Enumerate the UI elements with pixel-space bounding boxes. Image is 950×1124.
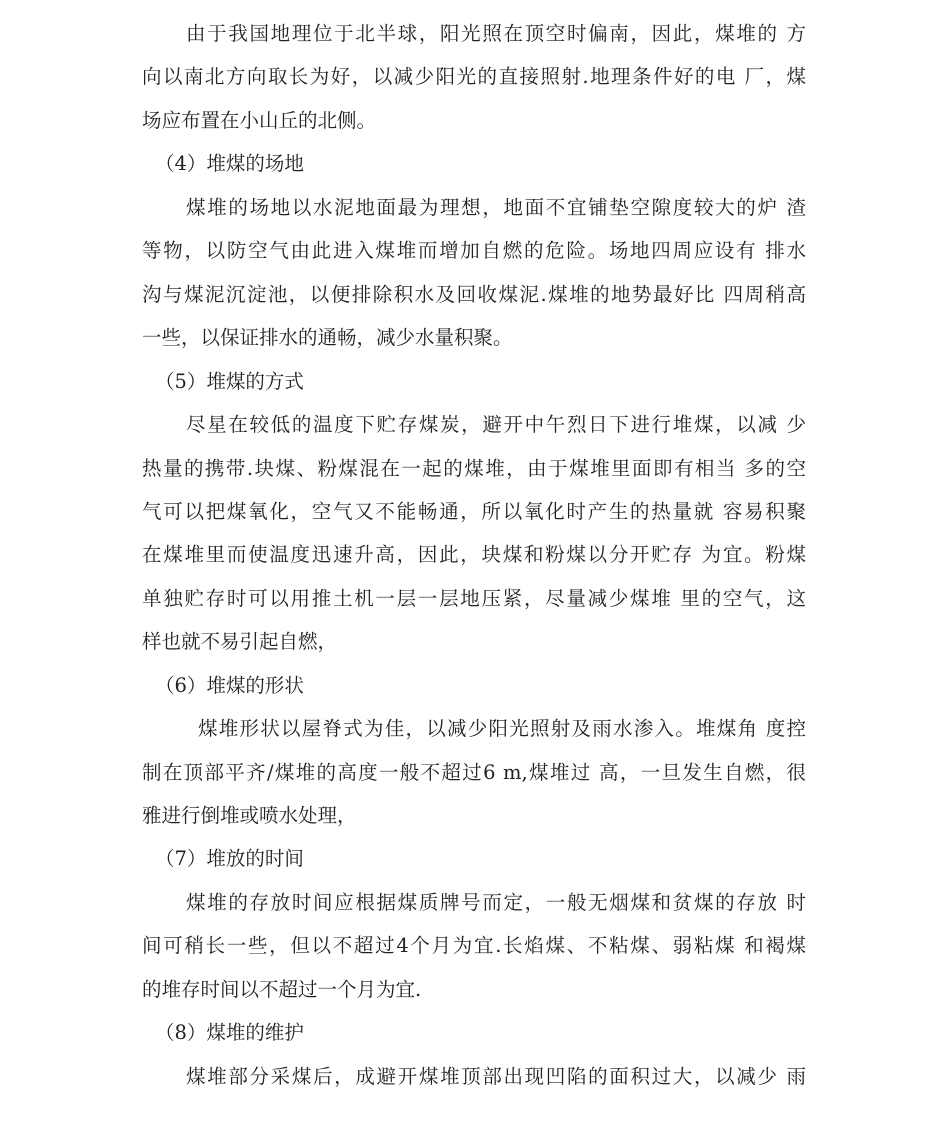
section-heading: （6）堆煤的形状 (155, 674, 304, 697)
section-heading: （5）堆煤的方式 (155, 370, 304, 393)
paragraph-line: 一些，以保证排水的通畅，减少水量积聚。 (142, 326, 513, 349)
section-heading: （7）堆放的时间 (155, 847, 304, 870)
paragraph-line: 煤堆形状以屋脊式为佳，以减少阳光照射及雨水渗入。堆煤角 度控 (198, 717, 806, 740)
paragraph-line: 在煤堆里而使温度迅速升高，因此，块煤和粉煤以分开贮存 为宜。粉煤 (142, 543, 806, 566)
paragraph-line: 单独贮存时可以用推土机一层一层地压紧，尽量减少煤堆 里的空气，这 (142, 587, 806, 610)
paragraph-line: 由于我国地理位于北半球，阳光照在顶空时偏南，因此，煤堆的 方 (186, 22, 806, 45)
paragraph-line: 样也就不易引起自燃， (142, 630, 338, 653)
paragraph-line: 热量的携带.块煤、粉煤混在一起的煤堆，由于煤堆里面即有相当 多的空 (142, 457, 806, 480)
paragraph-line: 煤堆的场地以水泥地面最为理想，地面不宜铺垫空隙度较大的炉 渣 (186, 196, 806, 219)
paragraph-line: 尽星在较低的温度下贮存煤炭，避开中午烈日下进行堆煤，以减 少 (186, 413, 806, 436)
paragraph-line: 雅进行倒堆或喷水处理， (142, 804, 357, 827)
section-heading: （4）堆煤的场地 (155, 152, 304, 175)
paragraph-line: 煤堆部分采煤后，成避开煤堆顶部出现凹陷的面积过大，以减少 雨 (186, 1065, 806, 1088)
section-heading: （8）煤堆的维护 (155, 1021, 304, 1044)
paragraph-line: 间可稍长一些，但以不超过4个月为宜.长焰煤、不粘煤、弱粘煤 和褐煤 (142, 934, 806, 957)
paragraph-line: 的堆存时间以不超过一个月为宜. (142, 978, 422, 1001)
paragraph-line: 向以南北方向取长为好，以减少阳光的直接照射.地理条件好的电 厂，煤 (142, 65, 806, 88)
paragraph-line: 等物，以防空气由此进入煤堆而增加自燃的危险。场地四周应设有 排水 (142, 239, 806, 262)
paragraph-line: 煤堆的存放时间应根据煤质牌号而定，一般无烟煤和贫煤的存放 时 (186, 891, 806, 914)
paragraph-line: 沟与煤泥沉淀池，以便排除积水及回收煤泥.煤堆的地势最好比 四周稍高 (142, 283, 806, 306)
paragraph-line: 气可以把煤氧化，空气又不能畅通，所以氧化时产生的热量就 容易积聚 (142, 500, 806, 523)
paragraph-line: 场应布置在小山丘的北侧。 (142, 109, 377, 132)
paragraph-line: 制在顶部平齐/煤堆的高度一般不超过6 m,煤堆过 高，一旦发生自燃，很 (142, 761, 806, 784)
